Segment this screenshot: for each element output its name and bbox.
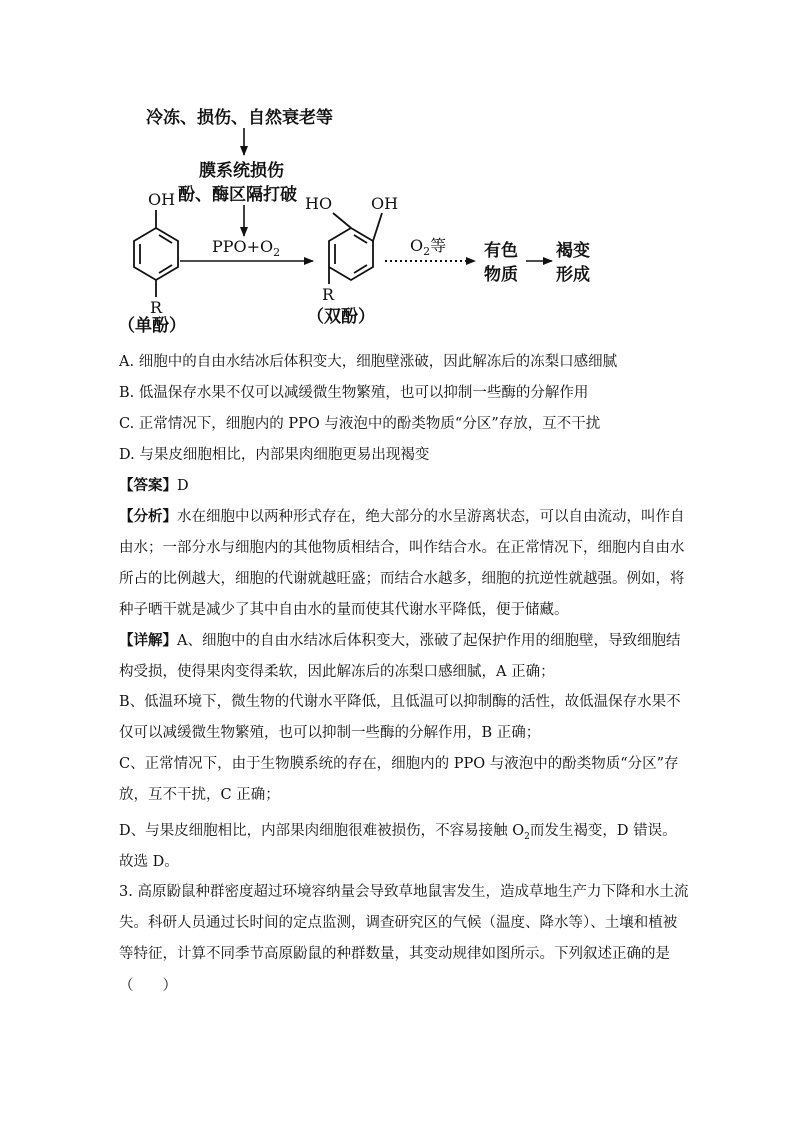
detail-a-text: A、细胞中的自由水结冰后体积变大，涨破了起保护作用的细胞壁，导致细胞结构受损，使得果肉变得柔软，因此解冻后的冻梨口感细腻，A 正确；	[119, 633, 681, 680]
monophenol-oh: OH	[148, 190, 176, 209]
membrane-damage-label: 膜系统损伤	[199, 161, 284, 181]
detail-d-pre: D、与果皮细胞相比，内部果肉细胞很难被损伤，不容易接触 O	[119, 823, 525, 839]
diphenol-oh: OH	[371, 194, 399, 213]
detail-tag: 【详解】	[119, 632, 177, 649]
causes-label: 冷冻、损伤、自然衰老等	[146, 108, 333, 128]
monophenol-structure	[118, 190, 186, 336]
ppo-o2-label: $PPO+O_2$	[212, 237, 281, 259]
question-3-blank: （ ）	[119, 978, 177, 994]
browning-line1: 褐变	[556, 241, 590, 261]
conclusion: 故选 D。	[119, 854, 179, 870]
detail-d-sub: 2	[524, 831, 530, 842]
browning-reaction-diagram	[0, 0, 794, 340]
detail-b: B、低温环境下，微生物的代谢水平降低，且低温可以抑制酶的活性，故低温保存水果不仅可以减缓微生物繁殖，也可以抑制一些酶的分解作用，B 正确；	[119, 694, 681, 741]
analysis-paragraph	[119, 501, 689, 626]
question-3-stem: 3. 高原鼢鼠种群密度超过环境容纳量会导致草地鼠害发生，造成草地生产力下降和水土流失。科研人员通过长时间的定点监测，调查研究区的气候（温度、降水等）、土壤和植被等特征，计算不同季节高原鼢鼠的种群数量，其变动规律如图所示。下列叙述正确的是	[119, 884, 689, 962]
diphenol-r: R	[322, 285, 335, 304]
analysis-text: 水在细胞中以两种形式存在，绝大部分的水呈游离状态，可以自由流动，叫作自由水；一部分水与细胞内的其他物质相结合，叫作结合水。在正常情况下，细胞内自由水所占的比例越大，细胞的代谢就越旺盛；而结合水越多，细胞的抗逆性就越强。例如，将种子晒干就是减少了其中自由水的量而使其代谢水平降低，便于储藏。	[119, 509, 685, 618]
option-c: C. 正常情况下，细胞内的 PPO 与液泡中的酚类物质“分区”存放，互不干扰	[119, 416, 601, 432]
option-b: B. 低温保存水果不仅可以减缓微生物繁殖，也可以抑制一些酶的分解作用	[119, 385, 589, 401]
option-a: A. 细胞中的自由水结冰后体积变大，细胞壁涨破，因此解冻后的冻梨口感细腻	[119, 354, 618, 370]
compartment-broken-label: 酚、酶区隔打破	[178, 185, 297, 205]
browning-line2: 形成	[556, 265, 590, 285]
analysis-tag: 【分析】	[119, 508, 177, 525]
colored-substance-line1: 有色	[484, 241, 518, 261]
answer-value: D	[177, 478, 189, 494]
o2-label: $O_2$等	[410, 236, 447, 258]
diphenol-structure	[305, 194, 398, 327]
detail-d-post: 而发生褐变，D 错误。	[529, 823, 677, 839]
detail-d	[119, 821, 677, 847]
answer-line	[119, 476, 189, 496]
diphenol-ho: HO	[305, 194, 333, 213]
option-d: D. 与果皮细胞相比，内部果肉细胞更易出现褐变	[119, 447, 430, 463]
monophenol-label: （单酚）	[118, 316, 186, 336]
detail-c: C、正常情况下，由于生物膜系统的存在，细胞内的 PPO 与液泡中的酚类物质“分区”存放，互不干扰，C 正确；	[119, 756, 679, 803]
colored-substance-line2: 物质	[484, 265, 518, 285]
monophenol-r: R	[150, 298, 163, 317]
answer-tag: 【答案】	[119, 477, 177, 494]
detail-a	[119, 625, 689, 688]
diphenol-label: （双酚）	[307, 307, 375, 327]
